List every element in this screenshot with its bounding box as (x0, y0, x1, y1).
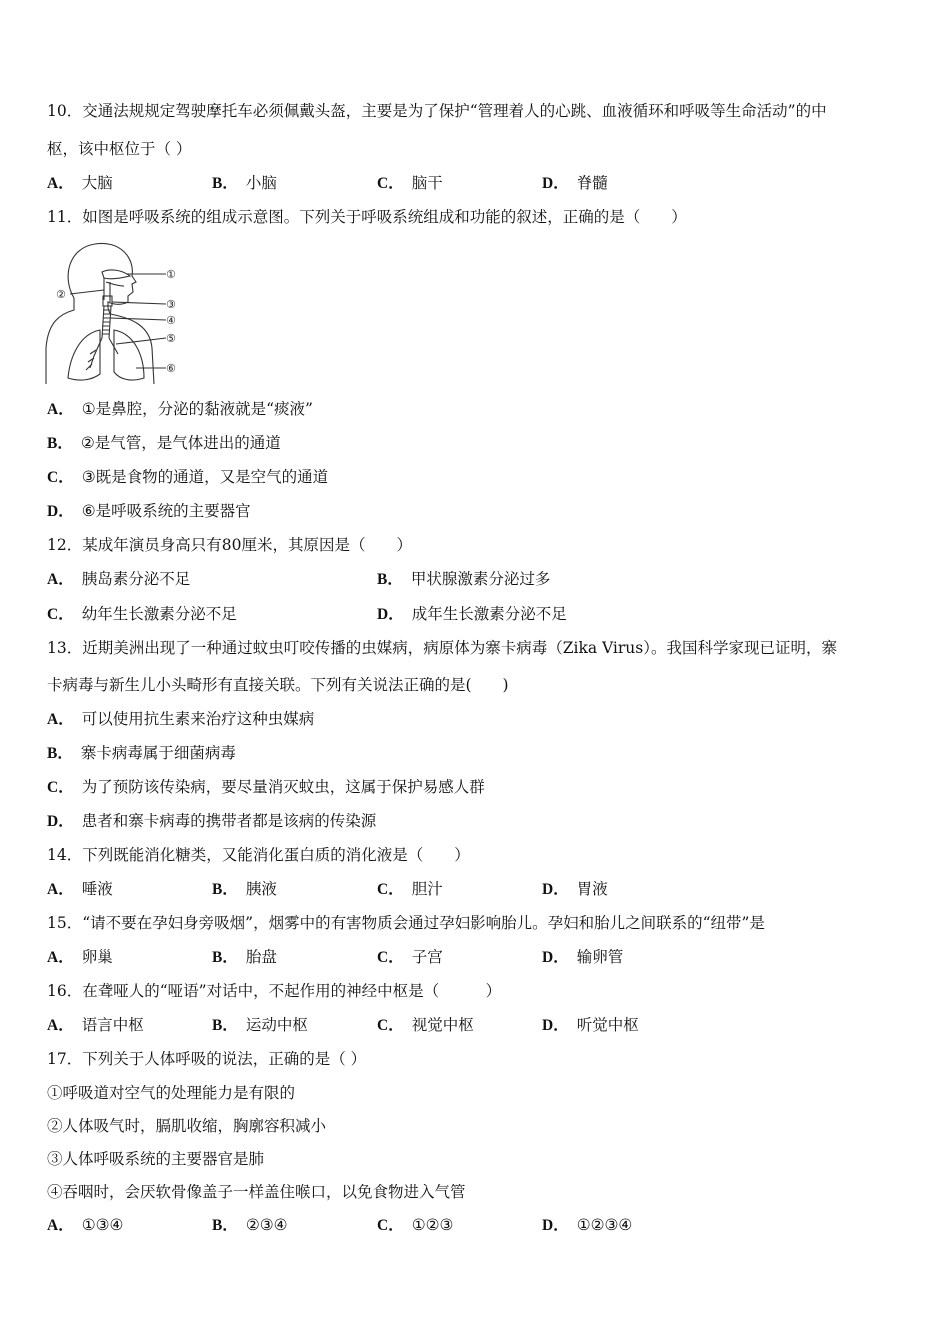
q16-option-b: B． 运动中枢 (212, 1016, 308, 1034)
q10-stem-line2: 枢，该中枢位于（ ） (47, 140, 192, 158)
q15-option-d: D． 输卵管 (542, 948, 624, 966)
diagram-label-4: ④ (166, 314, 176, 327)
q11-stem: 11．如图是呼吸系统的组成示意图。下列关于呼吸系统组成和功能的叙述，正确的是（ ） (47, 208, 687, 226)
q16-option-a: A． 语言中枢 (47, 1016, 144, 1034)
q17-option-c: C． ①②③ (377, 1216, 454, 1234)
diagram-label-6: ⑥ (166, 362, 176, 375)
q11-option-c: C． ③既是食物的通道，又是空气的通道 (47, 468, 329, 486)
q13-option-a: A． 可以使用抗生素来治疗这种虫媒病 (47, 710, 315, 728)
q15-option-c: C． 子宫 (377, 948, 443, 966)
q10-option-a: A． 大脑 (47, 174, 113, 192)
mouth-line (106, 282, 124, 286)
pharynx (104, 278, 110, 302)
q17-statement-4: ④吞咽时，会厌软骨像盖子一样盖住喉口，以免食物进入气管 (47, 1183, 466, 1201)
nasal-cavity (102, 270, 130, 279)
q13-stem-line1: 13．近期美洲出现了一种通过蚊虫叮咬传播的虫媒病，病原体为寨卡病毒（Zika Virus）。我国科学家现已证明，寨 (47, 639, 837, 657)
q17-option-a: A． ①③④ (47, 1216, 124, 1234)
q15-option-b: B． 胎盘 (212, 948, 277, 966)
q17-statement-1: ①呼吸道对空气的处理能力是有限的 (47, 1084, 296, 1102)
q14-option-c: C． 胆汁 (377, 880, 443, 898)
q13-option-c: C． 为了预防该传染病，要尽量消灭蚊虫，这属于保护易感人群 (47, 778, 485, 796)
q10-option-c: C． 脑干 (377, 174, 443, 192)
q16-option-c: C． 视觉中枢 (377, 1016, 474, 1034)
leader-4 (110, 318, 166, 320)
trachea-rings (102, 310, 110, 334)
q16-option-d: D． 听觉中枢 (542, 1016, 639, 1034)
q12-option-b: B． 甲状腺激素分泌过多 (377, 570, 551, 588)
q13-option-b: B． 寨卡病毒属于细菌病毒 (47, 744, 236, 762)
q11-option-a: A． ①是鼻腔，分泌的黏液就是“痰液” (47, 400, 313, 418)
q16-stem: 16．在聋哑人的“哑语”对话中，不起作用的神经中枢是（ ） (47, 982, 502, 1000)
diagram-label-1: ① (166, 268, 176, 281)
q15-stem: 15．“请不要在孕妇身旁吸烟”，烟雾中的有害物质会通过孕妇影响胎儿。孕妇和胎儿之间联系的“纽带”是 (47, 914, 765, 932)
bronchioles (86, 350, 96, 370)
q13-stem-line2: 卡病毒与新生儿小头畸形有直接关联。下列有关说法正确的是( ) (47, 676, 509, 694)
q17-option-b: B． ②③④ (212, 1216, 288, 1234)
q17-option-d: D． ①②③④ (542, 1216, 633, 1234)
q17-statement-2: ②人体吸气时，膈肌收缩，胸廓容积减小 (47, 1117, 327, 1135)
leader-3 (112, 302, 166, 304)
diagram-label-3: ③ (166, 298, 176, 311)
q17-stem: 17．下列关于人体呼吸的说法，正确的是（ ） (47, 1050, 367, 1068)
q10-stem-line1: 10．交通法规规定驾驶摩托车必须佩戴头盔，主要是为了保护“管理着人的心跳、血液循环和呼吸等生命活动”的中 (47, 102, 827, 120)
respiratory-system-diagram (40, 238, 190, 388)
q12-option-c: C． 幼年生长激素分泌不足 (47, 605, 237, 623)
q14-option-d: D． 胃液 (542, 880, 608, 898)
right-lung (114, 330, 144, 380)
respiratory-diagram-svg (40, 238, 190, 388)
q14-option-b: B． 胰液 (212, 880, 277, 898)
leader-2 (70, 290, 104, 294)
q12-option-d: D． 成年生长激素分泌不足 (377, 605, 567, 623)
q13-option-d: D． 患者和寨卡病毒的携带者都是该病的传染源 (47, 812, 377, 830)
diagram-label-5: ⑤ (166, 332, 176, 345)
leader-5 (116, 338, 166, 344)
q10-option-b: B． 小脑 (212, 174, 277, 192)
q11-option-d: D． ⑥是呼吸系统的主要器官 (47, 502, 251, 520)
q14-option-a: A． 唾液 (47, 880, 113, 898)
left-lung (68, 330, 100, 380)
q11-option-b: B． ②是气管，是气体进出的通道 (47, 434, 281, 452)
q17-statement-3: ③人体呼吸系统的主要器官是肺 (47, 1150, 265, 1168)
q15-option-a: A． 卵巢 (47, 948, 113, 966)
q12-option-a: A． 胰岛素分泌不足 (47, 570, 191, 588)
q14-stem: 14．下列既能消化糖类，又能消化蛋白质的消化液是（ ） (47, 846, 470, 864)
head-outline (68, 243, 136, 308)
body-left-outline (46, 298, 74, 384)
q10-option-d: D． 脊髓 (542, 174, 608, 192)
q12-stem: 12．某成年演员身高只有80厘米，其原因是（ ） (47, 536, 412, 554)
diagram-label-2: ② (56, 288, 66, 301)
